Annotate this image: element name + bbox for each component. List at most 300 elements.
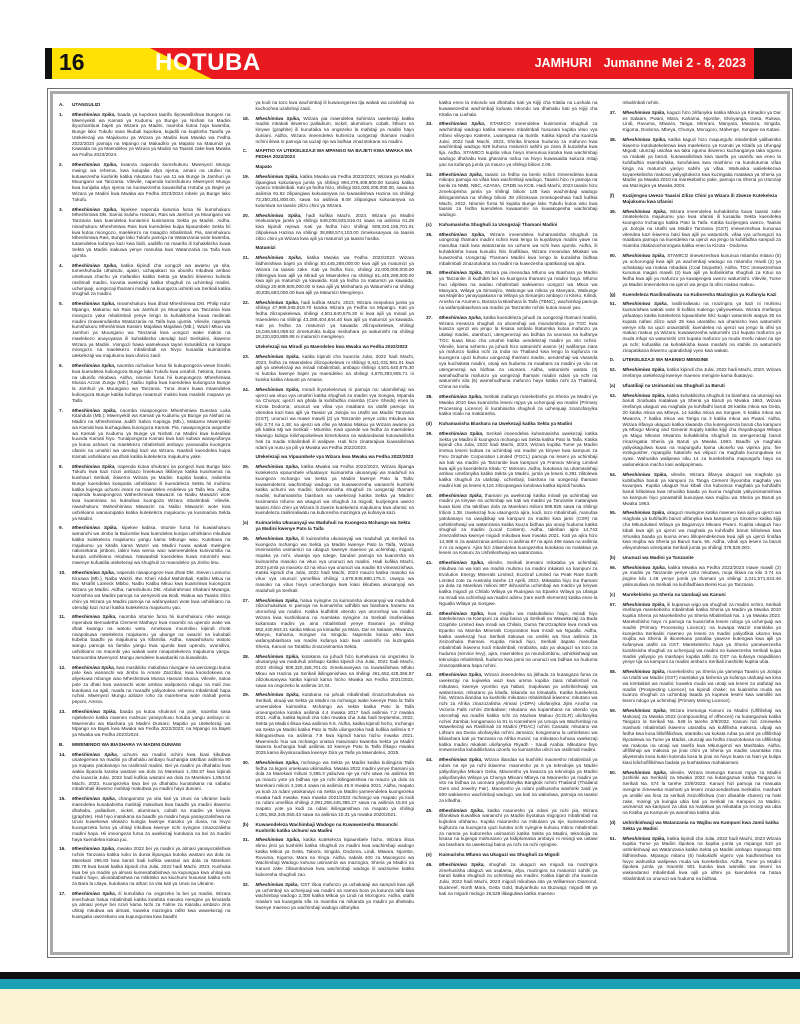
paragraph-number: 8.: [59, 463, 63, 469]
paragraph-number: 56.: [609, 564, 617, 570]
paragraph-text: Mheshimiwa Spika, baada ya kupokea taarifa iliyowasilishwa Bungeni na Mwenyekiti wa Kamati ya Kudumu ya Bunge ya Nishati na Madini iliyochambua bajeti ya Wizara ya Madini, naomba kutoa hoja kwamba, Bunge lako Tukufu sasa likubali kupokea, kujadili na kupitisha Taarifa ya Utekelezaji wa Majukumu ya Wizara ya Madini kwa Mwaka wa Fedha 2022/2023 pamoja na Mpango na Makadirio ya Mapato na Matumizi ya Kawaida na ya Maendeleo ya Wizara ya Madini na Taasisi zake kwa Mwaka wa Fedha 2023/2024.: [72, 111, 231, 158]
paragraph-text: Mheshimiwa Spika, hatua nyingine za kuimarisha ukusanyaji wa maduhuli zilizochukuliwa ni pamoja na kuimarisha udhibiti wa biashara haramu na utoroshaji wa madini. Katika kudhibiti vitendo vya utoroshaji wa madini Wizara kwa kushirikiana na mamlaka nyingine za Serikali imefanikiwa kukamata madini ya aina mbalimbali yenye thamani ya shilingi 552,440,693.31 katika Mikoa ya kimadini ya Mara, Dar es Salaam, Mwanza, Mbeya, Kahama, Songwe na Singida. Napenda kutoa wito kwa wafanyabiashara wa madini kufanya kazi kwa uaminifu na kuzingatia Sheria, Kanuni na Taratibu zinazosimamia Sekta.: [255, 597, 414, 649]
paragraph: [243, 387, 415, 451]
paragraph-number: 49.: [609, 208, 617, 214]
paragraph-number: 40.: [426, 492, 433, 498]
paragraph-number: 16.: [59, 846, 66, 852]
paragraph: [426, 270, 598, 310]
paragraph-number: 20.: [242, 212, 250, 218]
paragraph-text: UTEKELEZAJI WA MAENEO MENGINE: [622, 357, 709, 363]
speaker-salutation: Mheshimiwa Spika,: [255, 535, 302, 541]
section-heading: [426, 852, 598, 858]
paragraph-number: 54.: [609, 471, 617, 477]
speaker-salutation: Mheshimiwa Spika,: [72, 363, 117, 369]
paragraph-number: (a): [609, 382, 616, 388]
paragraph-number: 27.: [242, 597, 250, 603]
paragraph-number: 28.: [242, 653, 250, 659]
paragraph-number: 59.: [609, 707, 617, 713]
paragraph-number: A.: [59, 102, 64, 107]
paragraph-number: 29.: [242, 692, 250, 698]
paragraph-text: Matumizi: [255, 245, 276, 251]
article-frame-inner: [50, 91, 790, 955]
paragraph-text: Mheshimiwa Spika, baada ya kutoa shukrani na pole, naomba sasa nijielekeze katika maeneo mahsusi yanayohusu hotuba yangu ambayo ni: Mwenendo wa Biashara ya Madini Duniani; Mapitio ya Utekelezaji wa Mpango na Bajeti kwa Mwaka wa Fedha 2022/2023; na Mpango na Bajeti ya Mwaka wa Fedha 2023/2024.: [72, 709, 231, 738]
paragraph-number: 18.: [242, 115, 250, 121]
paragraph-text: Mheshimiwa Spika, Wizara pia imeandaa Mfumo wa Biashara ya Madini ya Tanzanite ili kudhibiti bei na kuongeza thamani ya madini haya. Mfumo huo ulipitiwa na wadau mbalimbali wakiwemo uongozi wa Mkoa wa Manyara, Wilaya ya Simanjiro, Wabunge wa mikoa ya Manyara, Wabunge wa Majimbo yanayopakana na Wilaya ya Simanjiro ambayo ni Kiteto, Kilindi, Arusha na Arumeru, Baraza la Biashara la Taifa (TBNC), wachimbaji pamoja na wafanyabiashara wa madini ya Tanzanite nchini kutoa maoni yao.: [439, 270, 598, 310]
paragraph-text: Mheshimiwa Spika, katika kipindi cha uongozi wa awamu ya sita, tumeshuhudia uthubutu, ujasiri, uchapakazi na ubunifu mkubwa ambao umekuwa chachu ya mafanikio katika Sekta ya Madini ikiwemo kulinda rasilimali madini, kuvutia uwekezaji katika shughuli za uchimbaji madini, uchenjuaji, uongezaji thamani madini na kuongeza ushiriki wa Serikali katika shughuli za madini.: [72, 262, 231, 297]
masthead-right: [535, 56, 746, 70]
paragraph-text: Mheshimiwa Spika, STAMICO imeendelea kusimamia shughuli za wachimbaji wadogo katika maeneo mbalimbali hususani kupitia vituo vya mfano vilivyopo Katente, Lwamgasa na Itumbi. Katika kipindi cha kuanzia Julai, 2022 hadi Machi, 2023, Shirika limetoa huduma za mafunzo kwa wachimbaji wadogo 829 kuhusu matumizi sahihi ya zana ili kuzalisha kwa tija. Aidha, STAMICO kupitia vituo hivyo imenunua kutoka kwa wachimbaji wadogo dhahabu kwa gharama nafuu na hivyo kuwasaidia kukuza mitaji yao na kufanya jumla ya mauzo ya shilingi bilioni 2.06.: [439, 121, 598, 167]
paragraph-text: Kuimarisha Mfumo wa Ukaguzi wa Shughuli za Migodi: [439, 851, 560, 857]
paragraph-number: [243, 245, 256, 251]
paragraph-number: 55.: [609, 510, 617, 516]
paragraph-text: Utekelezaji wa Vipaumbele vya Wizara kwa Mwaka wa Fedha 2022/2023: [255, 454, 414, 460]
speaker-salutation: Mheshimiwa Spika,: [439, 492, 485, 498]
speaker-salutation: Mheshimiwa Spika,: [255, 115, 304, 121]
paragraph-number: 41.: [426, 560, 433, 566]
paragraph-number: 45.: [426, 807, 433, 813]
speaker-salutation: Mheshimiwa Spika,: [72, 407, 120, 413]
speaker-salutation: Mheshimiwa Spika,: [622, 707, 670, 713]
paragraph-number: 51.: [609, 301, 617, 307]
paragraph-text: Ununuzi wa Madini ya Tanzanite: [622, 554, 694, 560]
paragraph-text: Mheshimiwa Spika, Wizara pia inaendelea kuhimiza uwekezaji katika madini mkakati ikiwemo palladium, nickel, aluminium, cobalt, lithium na kinywe (graphite) ili kunufaika na ongezeko la mahitaji ya madini hayo duniani. Aidha, Wizara imeendelea kuhimiza uongezaji thamani madini nchini ikiwa ni pamoja na uuzaji nje wa bidhaa zinazotokana na madini.: [255, 115, 414, 144]
paragraph-text: Mheshimiwa Spika, taasisi za fedha na benki nchini zimeendelea kutoa mikopo pamoja na vifaa kwa wachimbaji wadogo. Taasisi hizo ni pamoja na benki za NMB, NBC, AZANIA, CRDB na KCB. Hadi Machi, 2023 taasisi hizo zimekopesha jumla ya shilingi bilioni 145 kwa wachimbaji wadogo ikilinganishwa na shilingi bilioni 38 zilizokuwa zimekopeshwa hadi kufikia Machi, 2022. Nitumie fursa hii kupitia Bunge lako Tukufu kutoa wito kwa taasisi za fedha kuendelea kuwaamini na kuwakopesha wachimbaji wadogo.: [439, 171, 598, 218]
paragraph-text: Kuwaendeleza Wachimbaji Wadogo na Kuwawezesha Wananchi Kushiriki katika Uchumi wa Madini: [255, 821, 398, 833]
paragraph: [610, 301, 782, 353]
paragraph-number: (d): [426, 421, 432, 427]
paragraph-text: Mheshimiwa Spika, naomba niwapongeze Mheshimiwa Dunstan Luka Kitandula (Mb.), Mwenyekiti wa Kamati ya Kudumu ya Bunge ya Nishati na Madini na Mheshimiwa Judith Salvio Kapinga (Mb.), Makamu Mwenyekiti wa Kamati kwa kuchaguliwa kuiongoza Kamati. Pia, nawapongeza wajumbe wa Kamati ya Kudumu ya Bunge ya Nishati na Madini kwa kuteuliwa kuunda Kamati hiyo. Tunaipongeza Kamati kwa kazi kubwa wanayoifanya ya kutoa ushauri na maelekezo mbalimbali ambayo yanasaidia kuongeza ufanisi na umahiri wa utendaji kazi wa Wizara. Naahidi kuendelea kuipa Kamati ushirikiano wa dhati katika kutekeleza majukumu yake.: [72, 407, 231, 459]
paragraph: [59, 570, 231, 610]
section-heading: [243, 245, 415, 251]
paragraph-text: Mheshimiwa Spika, marekebisho ya Sheria pia yameipa Taasisi ya Jiolojia na Utafiti wa Madini (GST) mamlaka ya kisheria ya kufanya utafutaji wa kina wa kimkakati wa madini; kuweka muda wa utoaji wa leseni za utafutaji wa madini (Prospecting Licence) na kipindi chake; na kuainisha muda wa kuanza shughuli za uchimbaji baada ya kupewa leseni kwa wamiliki wa leseni ndogo ya uchimbaji (Primary Mining Licence).: [622, 669, 781, 704]
paragraph-number: 52.: [609, 367, 617, 373]
paragraph: [59, 614, 231, 660]
paragraph-number: (d): [609, 819, 616, 825]
section-heading: [243, 822, 415, 834]
paragraph-number: 44.: [426, 757, 433, 763]
paragraph-text: Mheshimiwa Spika, kipekee kabisa, nitumie fursa hii kuwashukuru wananchi wa Jimbo la Bukombe kwa kuendelea kunipa ushirikiano mkubwa katika kutekeleza majukumu yangu kama Mbunge wao. Kutokana na majukumu ya kitaifa kama Waziri wa Madini huwa wakati mwingine nakosekana jimboni, lakini kwa wema wao wameendelea kunivumilia na kunipa ushirikiano mkubwa. Nawaahidi kuendelea kuwa mtumishi wao mwenye kufuatilia utekelezaji wa shughuli za maendeleo ya Jimbo letu.: [72, 525, 231, 566]
paragraph-text: Mheshimiwa Spika, GST ilitoa mafunzo ya uchakataji wa sampuli kwa ajili ya uchimbaji na uchenjuaji wa madini na namna bora ya kutunza tafiti kwa wachimbaji wadogo 2,300 katika Mikoa ya Lindi na Morogoro. Aidha, utafiti maalum wa kuangalia sifa za miamba na mikanda ya madini ya dhahabu kwenye maeneo ya wachimbaji wadogo ulifanyika: [255, 881, 414, 910]
paragraph-number: 1.: [59, 111, 63, 117]
paragraph-number: (g): [609, 291, 616, 297]
speaker-salutation: Mheshimiwa Spika,: [439, 672, 485, 678]
paragraph-text: Mheshimiwa Spika, naomba nitumie fursa hii kumshukuru mke wangu mpendwa Bernadetha Clement Mathayo kwa maombi na upendo wake wa dhati kwangu na watoto wetu. Amekuwa mvumilivu kipindi chote ninapokuwa natekeleza majukumu ya ubunge na uwaziri na kukubali kubeba baadhi ya majukumu ya kifamilia. Aidha, nawashukuru watoto wangu pamoja na familia yangu kwa ujumla kwa upendo, uvumilivu, ushirikiano na maombi yao wakati wote ninapotekeleza majukumu yangu. Namuomba Mwenyezi Mungu aendelee kuwabariki na kuwalinda.: [72, 614, 231, 660]
paragraph-number: 26.: [242, 535, 250, 541]
speaker-salutation: Mheshimiwa Spika,: [72, 569, 117, 575]
paragraph: [610, 770, 782, 816]
paragraph: [426, 121, 598, 167]
paragraph-number: (f): [609, 192, 615, 198]
speaker-salutation: Mheshimiwa Spika,: [255, 692, 303, 698]
paragraph-number: 58.: [609, 669, 617, 675]
paragraph: [610, 565, 782, 588]
paragraph-text: Mheshimiwa Spika, katika kipindi cha Julai, 2022 hadi Machi, 2023 Wizara kupitia Tume ya Madini ilipokea na kupitia jumla ya mipango 510 ya ushirikishwaji wa Watanzania katika Sekta ya Madini ambapo mipango 505 ilidhinishwa. Mipango mitano (5) haikukidhi vigezo vya kuidhinishwa na hivyo wahusika walipewa muda wa kurekebisha. Aidha, Tume ya Madini ilipokea jumla ya maombi 501 kutoka kwa wamiliki wa leseni na wakandarasi mbalimbali kwa ajili ya idhini ya kuendelea na hatua mbalimbali za ununuzi wa huduma na bidhaa.: [622, 835, 781, 881]
section-heading: [426, 421, 598, 427]
paragraph-number: (c): [609, 591, 616, 597]
paragraph-number: 60.: [609, 769, 617, 775]
section-heading: [610, 383, 782, 389]
paragraph-text: Mheshimiwa Spika, vilevile, Wizara imetunga Kanuni mpya za Madini (Ushiriki wa Serikali) za Mwaka 2022 na kutangazwa katika Tangazo la Serikali Na. 574 la tarehe 23/9/2022. Kanuni hizi pamoja na masuala mengine zimeweka masharti ya leseni zinazoendeshwa Serikalini, masharti ya umiliki wa hisa za serikali zisizofifishwa (non dilutable shares) na haki zake, misingi ya kuingia ubia kati ya Serikali na Kampuni za Madini, usimamizi wa kampuni za ubia na matakwa ya mikataba ya msingi wa ubia na Katiba ya Kampuni ya wanahisa katika ubia.: [622, 769, 781, 816]
speaker-salutation: Mheshimiwa Spika,: [255, 464, 302, 470]
paragraph: [610, 110, 782, 133]
paragraph-number: (b): [242, 821, 249, 827]
speaker-salutation: Mheshimiwa Spika,: [622, 392, 667, 398]
paragraph: [59, 464, 231, 522]
paragraph-text: Mheshimiwa Spika, STAMICO imewezeshwa kununua mitambo mitano (5) ya uchorongaji kwa ajili ya wachimbaji wadogo na mitambo miwili (2) ya uchakataji wa makaa mbadala (Coal briquette). Aidha, TGC imewezeshwa kununua magari mawili (2) kwa ajili ya kufanikisha shughuli za Kituo na fedha kwa ajili ya mafunzo ya kuwajengea uwezo watumishi. Vilevile, Tume ya Madini imeendelea na ujenzi wa jengo la ofisi makao makuu.: [622, 252, 781, 287]
speaker-salutation: Mheshimiwa Spika,: [439, 610, 488, 616]
paragraph: [610, 669, 782, 704]
paragraph-text: Mheshimiwa Spika, miradi iliyotekelezwa ni pamoja na: ukamilishaji wa ujenzi wa vituo vya umahiri katika shughuli za madini vya Songea, Mpanda na Chunya; ujenzi wa ghala la kuhifadhia miamba (Core Sheds) eneo la Kizota Dodoma; ununuzi wa vifaa vya maabara na utafiti pamoja na vitendea kazi kwa ajili ya Taasisi ya Jiolojia na Utafiti wa Madini Tanzania (GST); ununuzi wa mawe mawili (2) ya Tanzanite yenye uzito mkubwa wa kilo 3.74 na 1.48; na ujenzi wa ofisi ya Makao Makuu ya Wizara awamu ya pili katika Mji wa Serikali - Mtumba. Kwa upande wa fedha za maendeleo kiwango kidogo kilichopokelewa kimetokana na wakandarasi kutowasilisha hati za madai mbalimbali ili walipwe. Hati hizo zinatarajiwa kuwasilishwa ndani ya nusu ya pili ya Mwaka wa Fedha 2022/2023.: [255, 386, 414, 450]
paragraph-number: 11.: [59, 614, 66, 620]
paragraph: [426, 560, 598, 606]
paragraph-number: 53.: [609, 392, 617, 398]
paragraph-text: Mheshimiwa Spika, ninamshukuru kwa dhati Mheshimiwa Dkt. Philip Isdor Mpango, Makamu wa Rais wa Jamhuri ya Muungano wa Tanzania kwa miongozo yake mbalimbali yenye lengo la kuhakikisha kuwa rasilimali madini zinawanufaisha Watanzania na Taifa kwa ujumla. Vilevile, napenda kumshukuru Mheshimiwa Kassim Majaliwa Majaliwa (Mb.), Waziri Mkuu wa Jamhuri ya Muungano wa Tanzania kwa uongozi wake makini na maelekezo anayoyatoa ili kuhakikisha utendaji kazi Serikalini, ikiwemo Wizara ya Madini. Viongozi hawa wamekuwa tayari kutusikiliza na kutupa miongozo na maelekezo mbalimbali na hivyo kusaidia kuimarisha utekelezaji wa majukumu kwa ufanisi zaidi.: [72, 301, 231, 359]
paragraph-text: Mheshimiwa Spika, kaguzi hizo zilifanyika katika Mikoa ya Kimadini ya Dar es Salaam, Pwani, Mara, Kahama, Njombe, Shinyanga, Geita, Rukwa, Lindi, Ruvuma, Mtwara, Tanga, Mirerani, Manyara, Mwanza, Singida, Kigoma, Dodoma, Mbeya, Chunya, Morogoro, Mahenge, Songwe na Katavi.: [622, 109, 781, 133]
masthead-left-bar: [45, 48, 52, 79]
paragraph-text: Mheshimiwa Spika, katika kutekeleza kipaumbele hicho, Wizara ilitoa elimu jinsi ya kushiriki katika shughuli za madini kwa wachimbaji wadogo katika Mikoa ya Geita, Tabora, Singida, Dodoma, Lindi, Mtwara, Njombe, Ruvuma, Kigoma, Mara na Iringa. Aidha, nakala 400 za Mwongozo wa Wachimbaji Wadogo kuhusu usimamizi wa mazingira, Sheria ya Madini na Kanuni zake zilisambazwa kwa wachimbaji wadogo ili wazitumie katika kuboresha shughuli zao.: [255, 837, 414, 877]
paragraph-text: Mheshimiwa Spika, katika Mwaka wa Fedha 2022/2023 mawe mawili (2) ya madini ya Tanzanite yenye uzito mkubwa, moja likiwa na kilo 3.74 na jingine kilo 1.48 yenye jumla ya thamani ya shilingi 2,241,571,043.46 yalinunuliwa na Serikali na kuhifadhiwa Benki Kuu ya Tanzania.: [622, 564, 781, 588]
paragraph-text: Mheshimiwa Spika, kipekee napenda kutumia fursa hii kumshukuru Mheshimiwa Dkt. Samia Suluhu Hassan, Rais wa Jamhuri ya Muungano wa Tanzania kwa kuendelea kuniamini kusimamia Sekta ya Madini. Aidha, ninashukuru Mheshimiwa Rais kwa kuendelea kuipa kipaumbele Sekta hii kwa kutoa miongozo, maelekezo na maagizo mbalimbali. Pia, namshukuru Mheshimiwa Rais, Bunge lako Tukufu pamoja na Watanzania wote kwamba, tutaendelea kufanya kazi kwa bidii, uadilifu na maarifa ili kuhakikisha kuwa Sekta ya Madini inakuwa yenye manufaa kwa Watanzania na Taifa kwa ujumla.: [72, 206, 231, 258]
speaker-salutation: Mheshimiwa Spika,: [255, 173, 301, 179]
paragraph-text: Mheshimiwa Spika, katika kaguzi hizo mapungufu mbalimbali yalibainika ikiwemo kutokutekelezwa kwa maelekezo ya Kamati ya Kitaifa ya Ufungaji Migodi; utunzaji usiofaa wa taka ngumu ikiwemo kuchanganya taka ngumu na mabaki ya baruti, kutowasilishwa kwa taarifa ya usanifu wa eneo la kuhifadhia miamba/taka, kutofukiwa kwa mashimo na kutokutumia vifaa kinga na matumizi yasiyo sahihi ya vifaa. Wahusika walielekezwa kuyarekebisha makosa yaliyojitokeza kwa kuzingatia matakwa ya Sheria ya Madini ya Mwaka 2010 na marekebisho yake, pamoja na Sheria ya Utunzaji wa Mazingira ya Mwaka 2004.: [622, 136, 781, 189]
speaker-salutation: Mheshimiwa Spika,: [439, 757, 485, 763]
paragraph: [59, 112, 231, 158]
paragraph-number: 17.: [59, 890, 66, 896]
paragraph-text: Mheshimiwa Spika, naomba nichukue fursa hii kukupongeza wewe binafsi kwa kuendelea kuliongoza Bunge lako Tukufu kwa umahiri, hekima, busara na ubunifu mkubwa. Aidha, nitumie fursa hii kumpongeza Mheshimiwa Mussa Azzan Zungu (Mb.), Naibu Spika kwa kuendelea kuliongoza Bunge la Jamhuri ya Muungano wa Tanzania. Tuna imani kuwa mtaendelea kuliongoza Bunge katika kufanya maamuzi makini kwa maslahi mapana ya Taifa.: [72, 363, 231, 403]
paragraph-text: Mheshimiwa Spika, kutokana na juhudi hizo kumekuwa na ongezeko la ukusanyaji wa maduhuli ambapo katika kipindi cha Julai, 2022 hadi Machi, 2023 shilingi 509,320,155,701.01 zimekusanywa na kuwasilishwa Mfuko Mkuu wa Hazina ya Serikali ikilinganishwa na shilingi 461,652,428,366.97 zilizokusanywa katika kipindi kama hicho Mwaka wa Fedha 2021/2022, sawa na ongezeko la asilimia 10.34.: [255, 653, 414, 688]
speaker-salutation: Mheshimiwa Spika,: [255, 255, 307, 261]
paragraph-text: Mheshimiwa Spika, katika kipindi cha kuanzia Julai, 2022 hadi Machi, 2023, fedha za Maendeleo zilizopokelewa ni shilingi 9,421,031,981.01 kwa ajili ya utekelezaji wa miradi mbalimbali, ambapo shilingi 4,501,640,575.30 ni kutoka kwenye bajeti ya maendeleo na shilingi 4,878,393,905.71 ni kutoka katika Akaunti ya Amana.: [255, 353, 414, 383]
paper-name: JAMHURI: [534, 56, 592, 70]
paragraph-text: mbalimbali nchini.: [622, 100, 660, 105]
paragraph: [59, 207, 231, 259]
paragraph: [243, 598, 415, 650]
section-heading: [610, 820, 782, 832]
paragraph-number: C.: [242, 148, 248, 154]
speaker-salutation: Mheshimiwa Spika,: [72, 301, 117, 307]
edition-date: Jumanne Mei 2 - 8, 2023: [603, 56, 746, 70]
paragraph: [610, 836, 782, 882]
paragraph-text: Mheshimiwa Spika, napenda niwapongeze kwa dhati Dkt. Steven Lemomo Kiruswa (Mb.), Naibu Waziri, Bw. Kheri Abdul Mahimbali, Katibu Mkuu na Bw. Msafiri Lameck Mbibo, Naibu Katibu Mkuu kwa kuaminiwa kuiongoza Wizara ya Madini. Aidha, namshukuru Dkt. Abdulrahman Shabani Mwanga, Kamishna wa Madini pamoja na wenyeviti wa Bodi, Wakuu wa Taasisi zilizo chini ya Wizara ya Madini pamoja na wafanyakazi wote kwa ushirikiano na utendaji kazi mzuri katika kutekeleza majukumu yao.: [72, 569, 231, 610]
paragraph-text: Mheshimiwa Spika, napenda kutoa shukrani na pongezi kwa Bunge lako Tukufu kwa kazi nzuri ambazo limekuwa likifanya katika kusimamia na kuishauri Serikali, ikiwemo Wizara ya Madini. Kupitia kwako, naliomba Bunge kuendelea kutupatia ushirikiano ili kuendeleza Sekta hii muhimu katika kujenga uchumi imara na maendeleo endelevu ya Taifa letu. Aidha, napenda kuwapongeza Waheshimiwa Mawaziri na Naibu Mawaziri wote kwa kuaminiwa na kuteuliwa kuongoza Wizara mbalimbali. Vilevile, niwashukuru Waheshimiwa Mawaziri na Naibu Mawaziri wote kwa ushirikiano wanaonipatia katika kutekeleza majukumu ya kusimamia Sekta ya Madini.: [72, 463, 231, 521]
paragraph-text: Mheshimiwa Spika, hadi kufikia Machi, 2023, Wizara ya Madini imekusanya jumla ya shilingi 548,038,925,816.01 sawa na asilimia 61.28 kwa kipindi rejewa. Kati ya fedha hizo shilingi 509,320,155,701.01 zilipokewa Hazina na shilingi 38,888,574,103.00 zimekusanywa na taasisi zilizo chini ya Wizara kwa ajili ya matumizi ya taasisi husika.: [255, 212, 414, 241]
paragraph-number: 57.: [609, 601, 617, 607]
speaker-salutation: Mheshimiwa Spika,: [439, 314, 484, 320]
speaker-salutation: Mheshimiwa Spika,: [622, 510, 667, 516]
paragraph-text: Kuendeleza Rasilimaliwatu na Kuboresha Mazingira ya Kufanyia Kazi: [622, 291, 777, 297]
paragraph-text: Mheshimiwa Spika, vilevile, Serikali imesaini mikataba ya uchimbaji mkubwa na wa kati wa madini muhimu na madini mkakati na kampuni za Evolution Energy Minerals Limited, EcoGraf Limited na Peak Rare Earth Limited zote za Australia tarehe 13 Aprili, 2023. Mikataba hiyo ina thamani ya dola za Marekani milioni 887 ikihusisha uchimbaji wa madini ya kinywe katika migodi ya Chilalo Wilaya ya Ruangwa na Epanko Wilaya ya Ulanga na mradi wa uchimbaji wa madini adimu (rare earth elements) katika eneo la Ngualla Wilaya ya Songwe.: [439, 560, 598, 606]
paragraph-number: 50.: [609, 252, 617, 258]
paragraph-number: 3.: [59, 206, 63, 212]
paragraph-number: 36.: [426, 270, 433, 276]
paragraph-text: Mheshimiwa Spika, vilevile, Wizara ilifanya ukaguzi wa maghala ya kuhifadhia baruti ya kampuni za Tanga Cement iliyoomba maghala yao kuvunjwa. Kupitia ukaguzi huo kibali cha kubomoa maghala ya kuhifadhi baruti kilitolewa kwa mhusika baada ya kuona maghala yaliyosimamishwa na kampuni hiyo yanastahili kuvunjwa kwa mujibu wa Sheria ya Baruti ya Mwaka 1963.: [622, 471, 781, 506]
section-heading: [243, 520, 415, 532]
paragraph: [610, 510, 782, 550]
paragraph: [426, 808, 598, 848]
paragraph: [243, 255, 415, 295]
paragraph-number: 35.: [426, 231, 433, 237]
paragraph: [243, 654, 415, 689]
paragraph-text: Kuimarisha Ukusanyaji wa Maduhuli na Kuongeza Mchango wa Sekta ya Madini kwenye Pato la Taifa: [255, 520, 411, 531]
paragraph-number: 38.: [426, 393, 433, 399]
speaker-salutation: Mheshimiwa Spika,: [72, 111, 118, 117]
speaker-salutation: Mheshimiwa Spika,: [622, 367, 667, 373]
speaker-salutation: Mheshimiwa Spika,: [439, 171, 486, 177]
paragraph-text: Utekelezaji wa Miradi ya Maendeleo kwa Mwaka wa Fedha 2022/2023: [255, 344, 408, 350]
paragraph-text: Mheshimiwa Spika, mwaka 2022 bei ya madini ya almasi yanayozalishwa nchini Tanzania katika soko la dunia ilipungua kutoka wastani wa dola za Marekani 296.83 kwa karati hadi kufikia wastani wa dola za Marekani 285.78 kwa karati katika kipindi cha Julai, 2022 hadi Machi, 2023. Kushuka kwa bei ya madini ya almasi kumesababishwa na kupungua kwa uhitaji wa madini hayo, uliosababishwa na mtikisiko wa kiuchumi hususan katika nchi za Bara la Ulaya, kutokana na athari za vita kati ya Urusi na Ukraine.: [72, 846, 231, 887]
paragraph-number: 24.: [242, 386, 250, 392]
section-heading: [610, 193, 782, 205]
footer-stripe-cream: [0, 989, 800, 1024]
speaker-salutation: Mheshimiwa Spika,: [622, 301, 672, 307]
paragraph-number: 22.: [242, 299, 250, 305]
paragraph-text: Mheshimiwa Spika, Serikali inafanya marekebisho ya Sheria ya Madini ya Mwaka 2010 kwa kuanzisha leseni mpya ya uchenjuaji wa madini (Primary Processing Licence) ili kurahisisha shughuli za uchenjuaji zinazofanyika katika mialo na makarasha.: [439, 393, 598, 417]
paragraph-text: Mheshimiwa Spika, ili kupanua wigo wa shughuli za madini nchini, Serikali imefanya marekebisho mbalimbali katika Sheria ya Madini ya Mwaka 2010 kupitia Sheria ya Marekebisho ya Sheria Mbalimbali Na. 1 ya Mwaka 2023. Marekebisho hayo ni pamoja na kuanzisha leseni ndogo ya uchenjuaji wa madini (Primary Processing Licence); na kuwapa Waziri mamlaka ya kurejesha Serikalini maeneo ya leseni za madini yaliyofikia ukomo kwa mujibu wa Sheria ili ikionekana yanafaa yaweze kutengwa kwa ajili ya kufanyiwa utafiti na GST. Marekebisho haya ya Sheria yamewezesha kurahisisha shughuli za uchenjuaji wa madini na kuiwezesha Serikali kujua madini yaliyopo ya mashapo kupitia tafiti za GST na kufanya majadiliano yenye tija na kampuni za madini ambazo Serikali inashiriki kupitia ubia.: [622, 601, 781, 665]
text-column-3: [426, 100, 598, 946]
speaker-salutation: Mheshimiwa Spika,: [255, 759, 302, 765]
paragraph-text: Mheshimiwa Spika, ili kunufaika na ongezeko la bei ya madini, Wizara imechukua hatua mbalimbali katika kutafuta masoko mengine ya kimataifa ya almasi yenye bei nzuri kama Nchi za Falme za Kiarabu ambazo zina uhitaji mkubwa wa almasi, kuweka mazingira rafiki kwa wawekezaji na kuangalia uwezekano wa kupunguzwa kwa baadhi: [72, 890, 231, 919]
section-heading: [426, 222, 598, 228]
masthead: [45, 48, 792, 79]
paragraph-text: Mheshimiwa Spika, thamani ya uwekezaji katika miradi ya uchimbaji wa madini ya kinywe na uchimbaji wa kati wa madini ya Tanzanite inatarajiwa kuwa kiasi cha takriban dola za Marekani milioni 598.925 sawa na shilingi trilioni 1.38. Uwekezaji huu utaongeza ajira, kodi, tozo mbalimbali, manufaa yatokanayo na uwajibikaji wa kampuni za madini kwa jamii (CSR) na ushirikishwaji wa watanzania katika kuuza bidhaa pia utoaji huduma katika shughuli za madini (Local Content). Aidha, takriban ajira 14,742 zimezalishwa kwenye migodi mikubwa kwa mwaka 2021. Kati ya ajira hizo 14,388 ni za watanzania ambazo ni asilimia 97 na ajira 406 sawa na asilimia 3 ni za wageni. Ajira hizi zitaendelea kuongezeka kutokana na matakwa ya leseni na Kanuni za Ushirikishwaji wa watanzania.: [439, 492, 598, 556]
speaker-salutation: Mheshimiwa Spika,: [622, 136, 669, 142]
paragraph-text: Ufuatiliaji na Usimamizi wa Shughuli za Baruti: [622, 382, 725, 388]
paragraph: [610, 708, 782, 766]
paragraph-number: 61.: [609, 835, 617, 841]
paragraph: [610, 253, 782, 288]
paragraph: [243, 837, 415, 877]
section-heading: [59, 742, 231, 748]
paragraph-text: Mheshimiwa Spika, changamoto ya vita kati ya Urusi na Ukraine bado inaendelea kusababisha mahitaji makubwa kwa baadhi ya madini ikiwemo dhahabu, palladium, nickel, aluminium, cobalt na madini ya kinywe (graphite). Hali hiyo inatokana na baadhi ya madini haya yanayozalishwa na Urusi kuwekewa vikwazo kuingia kwenye masoko ya dunia, na hivyo kuongezeka fursa ya uhitaji mkubwa kwenye nchi nyingine zinazozalisha madini haya. Hii imeongeza fursa za uwekezaji kutokana na bei za madini haya kuendelea kukua juu.: [72, 796, 231, 842]
paragraph: [59, 709, 231, 738]
paragraph-text: Mheshimiwa Spika, kwanza napenda kumshukuru Mwenyezi Mungu mwingi wa rehema, kwa kutujalia afya njema, amani na utulivu na kutuwezesha kushiriki katika mkutano huu wa 11 wa Bunge la Jamhuri ya Muungano wa Tanzania. Vilevile, napenda kumshukuru Mwenyezi Mungu kwa kunijalia afya njema na kuniwezesha kuwasilisha Hotuba ya Bajeti ya Wizara ya Madini kwa Mwaka wa Fedha 2023/2024 mbele ya Bunge lako Tukufu.: [72, 162, 231, 202]
speaker-salutation: Mheshimiwa Spika,: [72, 206, 121, 212]
paragraph-number: [610, 100, 623, 106]
paragraph: [610, 209, 782, 249]
speaker-salutation: Mheshimiwa Spika,: [255, 653, 302, 659]
footer-stripe-teal: [0, 979, 800, 989]
speaker-salutation: Mheshimiwa Spika,: [72, 463, 118, 469]
paragraph: [243, 100, 415, 112]
speaker-salutation: Mheshimiwa Spika,: [439, 861, 489, 867]
paragraph: [59, 363, 231, 403]
paragraph: [426, 672, 598, 753]
paragraph-text: Mheshimiwa Spika, uchumi wa madini nchini kwa kiasi kikubwa unategemea na madini ya dhahabu ambayo huchangia takriban asilimia 90 ya mapato yatokanayo na rasilimali madini. Bei ya madini ya dhahabu kwa wakia ilipanda kutoka wastani wa dola za Marekani 1,336.57 kwa kipindi cha kuanzia Julai, 2022 hadi kufikia wastani wa dola za Marekani 1,854.54 Machi, 2023. Kuongezeka kwa bei ya dhahabu kunatokana na sababu mbalimbali ikiwemo mahitaji makubwa ya madini hayo duniani.: [72, 751, 231, 792]
paragraph-number: 31.: [242, 837, 250, 843]
paragraph-number: 13.: [59, 709, 66, 714]
paragraph-number: 32.: [242, 881, 250, 887]
speaker-salutation: Mheshimiwa Spika,: [622, 669, 668, 675]
paragraph-text: katika eneo la mkondo wa dhahabu kati ya Kijiji cha Kitalia na Lushala na kuwawezesha wachimbaji kufuata mkondo wa dhahabu kati ya Kijiji cha Kitalia na Lushala.: [439, 100, 598, 117]
paragraph-text: Kuhamasisha Shughuli za Uongezaji Thamani Madini: [439, 221, 558, 227]
section-heading: [243, 148, 415, 160]
paragraph-text: Mheshimiwa Spika, katika kipindi cha Julai, 2022 hadi Machi, 2023, Wizara imefanya utekelezaji kwenye maeneo mengine kama ifuatavyo.: [622, 367, 781, 379]
speaker-salutation: Mheshimiwa Spika,: [622, 471, 671, 477]
paragraph-number: [243, 454, 256, 460]
paragraph: [610, 472, 782, 507]
paragraph-text: Mheshimiwa Spika, Wizara imetunga Kanuni za Madini (Ufifilishaji wa Makosa) za Mwaka 2022 (compounding of offences) na kutangazwa katika Tangazo la Serikali Na. 548 la tarehe 2/9/2022. Kanuni hizi zimeweka masharti mbalimbali ikiwemo utaratibu wa kufifilisha makosa, ulipaji wa fedha kwa kosa lililofifilishwa, utaratibu wa kukata rufaa ya amri ya ufifilishaji iliyotolewa na Tume ya Madini, utunzaji wa fedha zinazotokana na ufifilishaji wa makosa na utoaji wa taarifa kwa Mkurugenzi wa Mashtaka. Aidha, ufifilishaji wa makosa ya jinai chini ya Sheria ya madini unamtaka mtu aliyetenda kosa kukiri kutenda kosa la jinai na hivyo kuwa na hiari ya kulipa kiasi kilichofifilishwa badala ya kushtakiwa mahakamani.: [622, 707, 781, 765]
speaker-salutation: Mheshimiwa Spika,: [255, 881, 301, 887]
paragraph-text: Mheshimiwa Spika, ukaguzi mwingine katika maeneo kwa ajili ya ujenzi wa maghala ya kuhifadhi baruti ulifanyika kwa kampuni ya Sinotime katika kijiji cha Mkundutiani Wilaya ya Bagamoyo Mkoani Pwani. Kupitia ukaguzi huo kibali kwa ajili ya ujenzi wa maghala ya kuhifadhi baruti kilitolewa kwa mhusika baada ya kuona eneo lililopendekezwa kwa ajili ya ujenzi linafaa kwa mujibu wa Sheria ya Baruti Sura, 56. Aidha, vibali vya leseni za baruti vilivyotolewa vimeipatia Serikali jumla ya shilingi 378,528,003.: [622, 510, 781, 551]
speaker-salutation: Mheshimiwa Spika,: [622, 252, 668, 258]
paragraph-number: 25.: [242, 464, 250, 470]
paragraph-text: Mheshimiwa Spika, Wizara imeendelea na jitihada za kutangaza fursa za uwekezaji na kujiweka wazi kwa umma kupitia ziara mbalimbali na mikutano, kwenye vyombo vya habari, majukwaa ya ushirikishwaji wa watanzania; mikutano ya kitaifa, kikanda na kimataifa. Katika kutekeleza hilo, Wizara iliandaa na kushiriki mikutano mbalimbali ikiwemo: mkutano wa nchi za Afrika zinazozalisha Almasi (ADPA) uliofanyika Jijini Arusha na Victoria Falls nchini Zimbabwe; mkutano wa kupambana na vitendo vya utoroshaji wa madini katika nchi za Maziwa Makuu (ICGLR) uliofanyika nchini Zambia; kongamano la 91 la Kamisheni ya Umoja wa Wachimbaji na Wawekezaji wa Rasilimali za Madini (PDAC) nchini Canada; mkutano wa Lithium wa Dunia uliofanyika nchini Jamaica; kongamano la ushirikiano wa kibiashara kati ya Tanzania na Afrika Kusini; na mikutano kuhusu uwekezaji katika madini mkakati uliofanyika Riyadh - Saudi Arabia. Mikutano hiyo imewezesha kubadilishana uzoefu na kuimarisha ulinzi wa rasilimali madini.: [439, 672, 598, 753]
paragraph: [243, 213, 415, 242]
paragraph: [243, 354, 415, 383]
paragraph: [426, 394, 598, 417]
paragraph-number: (e): [426, 851, 432, 857]
paragraph: [426, 611, 598, 669]
paragraph-number: (b): [609, 554, 616, 560]
paragraph-number: 42.: [426, 610, 433, 616]
speaker-salutation: Mheshimiwa Spika,: [622, 564, 668, 570]
paragraph-text: Marekebisho ya Sheria na Uandaaji wa Kanuni: [622, 591, 726, 597]
speaker-salutation: Mheshimiwa Spika,: [439, 393, 484, 399]
paragraph-number: [243, 164, 256, 170]
paragraph-text: Mheshimiwa Spika, mchango wa Sekta ya Madini katika kuliingizia Taifa fedha za kigeni umekuwa ukiimarika. Mwaka 2022 madini yenye thamani ya dola za Marekani milioni 3,385.3 yaliuzwa nje ya nchi sawa na asilimia 56 ya mauzo yote ya bidhaa nje ya nchi ikilinganishwa na mauzo ya dola za Marekani milioni 3,196.4 sawa na asilimia 45.9 mwaka 2021. Aidha, mapato ya kodi za ndani yatokanayo na Sekta ya Madini yameendelea kuongezeka mwaka hadi mwaka. Kwa mwaka 2021/2022 mchango wa mapato ya kodi za ndani umefikia shilingi 2,091,258,445,386.27 sawa na asilimia 15.84 ya mapato yote ya kodi za ndani ikilinganishwa na mapato ya shilingi 1,081,582,345,055.43 sawa na asilimia 10.31 ya mwaka 2020/2021.: [255, 759, 414, 817]
paragraph: [59, 408, 231, 460]
paragraph-number: 21.: [242, 255, 250, 261]
paragraph-number: 46.: [426, 861, 433, 867]
speaker-salutation: Mheshimiwa Spika,: [255, 212, 307, 218]
paragraph-text: Mheshimiwa Spika, kwa mujibu wa makubaliano hayo, miradi hiyo itatekelezwa na Kampuni za ubia baina ya Serikali na Wawekezaji za Buda Graphite Limited kwa mradi wa Chilalo, Duma TanzGraphite kwa mradi wa Epanko na Mamba Minerals Corporation kwa mradi wa Ngualla. Aidha, katika uwekezaji huo Serikali itakuwa na umiliki wa hisa asilimia 16 zisizoshuka thamani. Kupitia miradi hiyo, Serikali itapata manufaa mbalimbali ikiwemo kodi mbalimbali, mrabaha, ada ya ukaguzi na tozo za huduma (service levy), ajira, maendeleo ya miundombinu, ushirikishwaji wa teknolojia mbalimbali, huduma kwa jamii na ununuzi wa bidhaa na huduma zinazopatikana hapa nchini.: [439, 610, 598, 668]
paragraph-text: Ushirikishwaji wa Watanzania na Wajibu wa Kampuni kwa Jamii katika Sekta ya Madini: [622, 819, 779, 831]
paragraph: [243, 174, 415, 209]
paragraph-text: Mheshimiwa Spika, katika Mwaka wa Fedha 2022/2023, Wizara ilipanga kutekeleza vipaumbele vifuatavyo: kuimarisha ukusanyaji wa maduhuli na kuongeza mchango wa Sekta ya Madini kwenye Pato la Taifa; kuwaendeleza wachimbaji wadogo na kuwawezesha wananchi kushiriki katika uchumi wa madini; kuhamasisha shughuli za uongezaji thamani madini; kuhamasisha biashara na uwekezaji katika Sekta ya Madini; kusimamia mfumo wa ukaguzi wa shughuli za migodi; kuzijengea uwezo taasisi zilizo chini ya Wizara ili ziweze kutekeleza majukumu kwa ufanisi; na kuendeleza rasilimaliwatu na kuboresha mazingira ya kufanyia kazi.: [255, 464, 414, 516]
speaker-salutation: Mheshimiwa Spika,: [439, 231, 490, 237]
paragraph-text: Mheshimiwa Spika, katika Mwaka wa Fedha 2022/2023, Wizara ya Madini ilipangiwa kukusanya jumla ya shilingi 894,278,408,800.00 kutoka katika vyanzo mbalimbali. Kati ya fedha hizo, shilingi 822,028,205,000.00, sawa na asilimia 91.92 zilipangiwa kukusanywa na kuwasilishwa Hazina na shilingi 72,250,201,800.00, sawa na asilimia 8.08 zilipangwa kukusanywa na kutumiwa na taasisi zilizo chini ya Wizara.: [255, 173, 414, 208]
speaker-salutation: Mheshimiwa Spika,: [72, 846, 117, 852]
paragraph-number: [243, 344, 256, 350]
paragraph-number: (c): [426, 221, 432, 227]
paragraph: [59, 301, 231, 359]
section-heading: [610, 592, 782, 598]
speaker-salutation: Mheshimiwa Spika,: [439, 270, 485, 276]
paragraph: [610, 393, 782, 468]
paragraph-text: Mheshimiwa Spika, shughuli za ukaguzi wa migodi na mazingira zimehusisha ukaguzi wa usalama, afya, mazingira na matumizi sahihi ya baruti katika shughuli za uchimbaji wa madini. Katika kipindi cha kuanzia Julai, 2022 hadi Machi, 2023 migodi mikubwa sita ya Williamson Diamond, Buckreef, North Mara, Geita Gold, Bulyanhulu na Buzwagi; migodi 88 ya kati na migodi midogo 19,528 ilikaguliwa katika maeneo: [439, 861, 598, 896]
paragraph-text: Kuhamasisha Biashara na Uwekezaji katika Sekta ya Madini: [439, 421, 573, 427]
paragraph: [426, 431, 598, 489]
paragraph-number: 5.: [59, 301, 63, 307]
speaker-salutation: Mheshimiwa Spika,: [255, 597, 301, 603]
speaker-salutation: Mheshimiwa Spika,: [72, 664, 117, 670]
section-heading: [610, 555, 782, 561]
speaker-salutation: Mheshimiwa Spika,: [622, 835, 668, 841]
paragraph: [610, 367, 782, 379]
paragraph-text: Kuzijengea Uwezo Taasisi Zilizo Chini ya Wizara ili Ziweze Kutekeleza Majukumu kwa Ufanisi: [622, 192, 778, 204]
paragraph: [426, 493, 598, 557]
paragraph-text: Mheshimiwa Spika, katika kuendeleza juhudi za uongezaji thamani madini, Wizara imeanza shughuli za uboreshaji wa miundombinu ya TGC kwa kuanza ujenzi wa jengo la kisasa ambalo litatumika kutoa mafunzo ya ukataji madini, utambuzi, utengenezaji wa bidhaa za usonara na kuifanya TGC kuwa kituo cha umahiri katika uendelezaji madini ya vito nchini. Vilevile, kama sehemu ya juhudi hizo watumishi wanne (4) walifanya ziara ya mafunzo katika nchi za India na Thailand kwa lengo la kujifunza na kuongeza ujuzi kuhusu uongezaji thamani madini, uendeshaji wa viwanda vya kuchakata madini, utoaji wa huduma za maabara za madini ya vito na utengenezaji wa bidhaa za usonara. Aidha, watumishi watatu (3) wanahudhuria mafunzo ya uongezaji thamani madini ndani ya nchi na watumishi sita (6) wamehudhuria mafunzo hayo katika nchi za Thailand, China na India.: [439, 314, 598, 390]
speaker-salutation: Mheshimiwa Spika,: [439, 807, 488, 813]
paragraph: [243, 300, 415, 340]
paragraph: [243, 536, 415, 594]
paragraph-number: 33.: [426, 121, 433, 127]
paragraph-number: 12.: [59, 664, 66, 670]
speaker-salutation: Mheshimiwa Spika,: [255, 837, 304, 843]
paragraph: [243, 464, 415, 516]
paragraph-text: UTANGULIZI: [72, 102, 101, 107]
paragraph-number: [426, 100, 439, 117]
speaker-salutation: Mheshimiwa Spika,: [622, 601, 668, 607]
section-heading: [243, 454, 415, 460]
paragraph-text: Mheshimiwa Spika, Wizara imeendelea kuhamasisha shughuli za uongezaji thamani madini nchini kwa lengo la kuyafanya madini yawe na manufaa zaidi kwa watanzania na uchumi wa nchi kwa ujumla. Aidha, ili kuhakikisha kuwa kusudio hilo linafikiwa, Wizara imeandaa Mkakati wa kuwezesha Uongezaji Thamani Madini kwa lengo la kuzalisha bidhaa mbalimbali zinazotokana na madini na kuwezesha upatikanaji wa ajira.: [439, 231, 598, 266]
paragraph-number: [243, 100, 256, 112]
paragraph: [59, 891, 231, 920]
paragraph: [426, 232, 598, 267]
paragraph-text: Mheshimiwa Spika, kutokana na juhudi mbalimbali zinazochukuliwa na Serikali, ukuaji wa Sekta ya Madini na mchango wake kwenye Pato la Taifa umeendelea kuimarika. Mchango wa sekta katika Pato la Taifa umeongezeka kutoka asilimia 4.4 mwaka 2017 hadi asilimia 7.2 mwaka 2021. Aidha, katika kipindi cha robo mwaka cha Julai hadi Septemba, 2022, Sekta ya Madini ilikua kwa asilimia 9.6. Aidha, katika kipindi hicho, mchango wa Sekta ya Madini katika Pato la Taifa uliongezeka hadi kufikia asilimia 9.7 ikilinganishwa na asilimia 7.9 kwa kipindi kama hicho mwaka 2021. Mwenendo huu wa mchango unatoa matumaini kwamba Sekta ya Madini itaweza kuchangia hadi asilimia 10 kwenye Pato la Taifa ifikapo mwaka 2025 kama ilivyokusudiwa kwenye Dira ya Taifa ya Maendeleo, 2025.: [255, 692, 414, 756]
speaker-salutation: Mheshimiwa Spika,: [622, 109, 668, 115]
paragraph-text: Mheshimiwa Spika, Wizara iliandaa na kushiriki maonesho mbalimbali ya ndani na nje ya nchi ikiwemo: maonesho ya 6 ya teknolojia ya Madini yaliyofanyika Mkoani Geita, Maonesho ya kwanza ya teknolojia ya Madini yaliyofanyika Wilaya ya Chunya Mkoani Mbeya na Maonesho ya madini ya vito na bidhaa za usonara yaliyofanyika Bangkok nchini Thailand (Thailand Gem and Jewelry Fair). Maonesho ya ndani yalihusisha washiriki zaidi ya 500 wakiwemo wachimbaji wadogo, wa kati na wakubwa, pamoja na taasisi za kifedha.: [439, 757, 598, 803]
paragraph: [59, 263, 231, 298]
paragraph: [610, 100, 782, 106]
paragraph-number: 4.: [59, 262, 63, 268]
paragraph-number: 43.: [426, 672, 433, 678]
paragraph: [426, 315, 598, 390]
paragraph: [426, 100, 598, 117]
paragraph: [59, 752, 231, 792]
masthead-right-black-block: [754, 48, 792, 79]
paragraph: [426, 862, 598, 897]
paragraph-text: Mheshimiwa Spika, katika kuhakikisha shughuli za biashara na utumiaji wa baruti zinafuata matakwa ya Sheria ya Baruti ya Mwaka 1963, Wizara imefanya ukaguzi wa maghala ya kuhifadhi baruti 28 katika mkoa wa Geita, 20 katika mkoa wa Mbeya, 14 katika mkoa wa Songwe, 5 katika mkoa wa Mwanza, 7 katika mkoa wa Tanga na 3 katika mkoa wa Pwani. Aidha, Wizara ilifanya ukaguzi katika kiwanda cha kutengeneza baruti cha kampuni ya Mbogo Mining and General Supply katika kijiji cha Ihayabuyaga Wilaya ya Magu Mkoani Mwanza kuhakikisha shughuli za utengenezaji baruti zinazingatia Sheria ya Baruti ya Mwaka 1963. Baadhi ya maghala yaliyokaguliwa kuwa na mapungufu kama ukosefu wa vipima joto, fire extinguisher, mpangilio hatarishi wa vilipuzi na maghala kuzungukwa na nyasi. Wahusika walipewa siku 14 za kurekebisha mapungufu hayo na walionekana macho kasi walipopimwa.: [622, 392, 781, 467]
paragraph-number: 14.: [59, 751, 66, 757]
paragraph-text: MAPITIO YA UTEKELEZAJI WA MPANGO NA BAJETI KWA MWAKA WA FEDHA 2022/2023: [255, 148, 413, 160]
paragraph: [243, 116, 415, 145]
paragraph-number: 48.: [609, 136, 617, 142]
text-column-2: [243, 100, 415, 946]
speaker-salutation: Mheshimiwa Spika,: [439, 121, 490, 127]
paragraph-number: 15.: [59, 796, 66, 802]
speaker-salutation: Mheshimiwa Spika,: [72, 751, 123, 757]
paragraph-number: B.: [59, 741, 64, 747]
paragraph: [610, 602, 782, 666]
article-frame: [47, 88, 793, 958]
paragraph-text: MWENENDO WA BIASHARA YA MADINI DUNIANI: [72, 741, 181, 747]
page-number: 16: [59, 49, 85, 75]
paragraph-number: 23.: [242, 353, 250, 359]
speaker-salutation: Mheshimiwa Spika,: [72, 262, 121, 268]
speaker-salutation: Mheshimiwa Spika,: [255, 299, 302, 305]
paragraph-number: 30.: [242, 759, 250, 765]
paragraph-text: Mheshimiwa Spika, Wizara imeendelea kuhakikisha kuwa taasisi zake zinatekeleza majukumu yao kwa ufanisi ili kusaidia Sekta kuendelea kuongeza mchango katika Pato la Taifa. Katika kuzijengea uwezo, Taasisi ya Jiolojia na Utafiti wa Madini Tanzania (GST) imewezeshwa kununua vitendea kazi ikiwemo basi kwa ajili ya watumishi, vifaa vya uchunguzi na maabara pamoja na kuendelea na ujenzi wa jengo la kuhifadhia sampuli za miamba zitakazochorongwa katika eneo la Kizota - Dodoma.: [622, 208, 781, 249]
footer-stripe-black: [0, 972, 800, 979]
speaker-salutation: Mheshimiwa Spika,: [72, 525, 122, 531]
paragraph-number: (a): [242, 520, 249, 526]
paragraph-text: Mapato: [255, 164, 272, 170]
section-heading: [243, 344, 415, 350]
speaker-salutation: Mheshimiwa Spika,: [72, 709, 120, 714]
speaker-salutation: Mheshimiwa Spika,: [439, 430, 487, 436]
paragraph-text: Mheshimiwa Spika, kwa masikitiko makubwa niungane na wenzangu kutoa pole kwa wananchi wa Jimbo la Amani Zanzibar, kwa kuondokewa na aliyekuwa mbunge wao Mheshimiwa Mussa Hassan Mussa. Vilevile, natoa pole za dhati kwa wananchi wote ambao walipoteza ndugu na mali zao kutokana na ajali, maafa na maradhi yaliyotokea sehemu mbalimbali hapa nchini. Mwenyezi Mungu azilaze roho za marehemu wote mahali pema peponi, Amina.: [72, 664, 231, 705]
paragraph-text: Mheshimiwa Spika, katika maonesho ya ndani ya nchi pia, Wizara ilifanikiwa kuwafikia wananchi ya Madini iliyotatua migogoro mbalimbali na kujitolea ufahamu. Kupitia maonesho na mikutano ya nje, kumewezesha kujifunza na kuongeza ujuzi kutoka nchi nyingine kuhusu mbinu mbalimbali za namna ya kuboresha usimamizi katika Sekta ya Madini, teknolojia za kisasa na kujenga mahusiano ya kidiplomasia ambayo ni msingi wa ustawi wa biashara na uwekezaji baina ya nchi na nchi nyingine.: [439, 807, 598, 848]
section-heading: [610, 357, 782, 363]
text-column-1: [59, 100, 231, 946]
speaker-salutation: Mheshimiwa Spika,: [622, 769, 670, 775]
speaker-salutation: Mheshimiwa Spika,: [439, 560, 488, 566]
section-title: HOTUBA: [155, 49, 261, 76]
paragraph-text: Mheshimiwa Spika, ili kuimarisha ukusanyaji wa maduhuli ya Serikali na kuongeza mchango wa Sekta ya Madini kwenye Pato la Taifa, Wizara imeimarisha usimamizi na ukaguzi kwenye maeneo ya uchimbaji, migodi, mipaka ya nchi, viwanja vya ndege, bandari pamoja na kuanzisha na kuimarisha masoko na vituo vya ununuzi wa madini. Hadi kufikia Machi, 2023 jumla ya masoko 42 na vituo vya ununuzi wa madini 93 vimeanzishwa. Katika kipindi cha Julai, 2022 hadi Machi, 2023 mauzo katika masoko na vituo vya ununuzi yamefikia shilingi 1,678,946,880,175.3. Uwepo wa masoko na vituo hivyo umechangia kwa kiasi kikubwa ukusanyaji wa maduhuli ya Serikali.: [255, 535, 414, 593]
paragraph-number: 34.: [426, 171, 433, 177]
paragraph: [426, 757, 598, 803]
paragraph-number: D.: [609, 357, 615, 363]
section-heading: [243, 164, 415, 170]
paragraph: [59, 796, 231, 842]
speaker-salutation: Mheshimiwa Spika,: [72, 890, 119, 896]
paragraph: [59, 665, 231, 705]
paragraph-number: 39.: [426, 430, 433, 436]
paragraph: [610, 137, 782, 189]
paragraph-number: 7.: [59, 407, 63, 413]
speaker-salutation: Mheshimiwa Spika,: [255, 386, 303, 392]
